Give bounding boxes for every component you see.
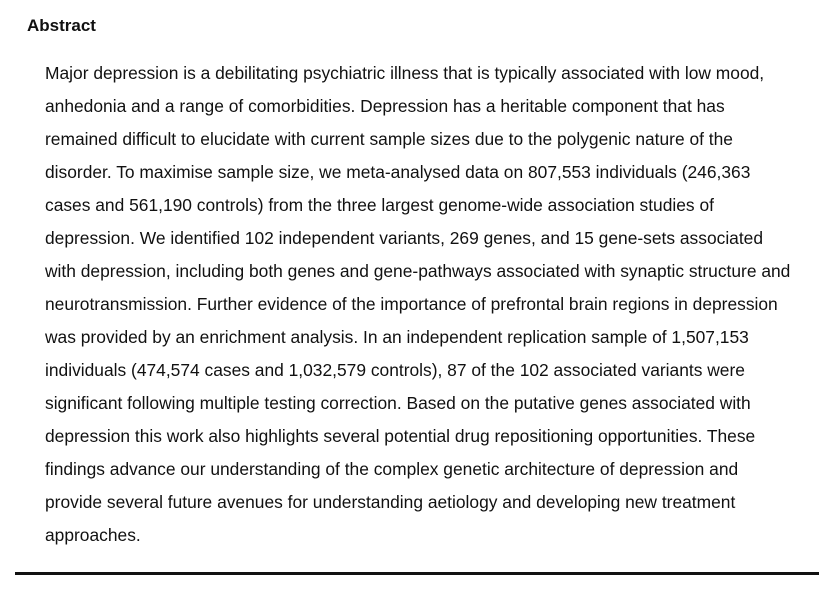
abstract-heading: Abstract (27, 16, 96, 35)
abstract-body: Major depression is a debilitating psychiatric illness that is typically associated with low mood, anhedonia and a range of comorbidities. Depression has a heritable component that has remained difficult to elucidate with current sample sizes due to the polygenic nature of the disorder. To maximise sample size, we meta-analysed data on 807,553 individuals (246,363 cases and 561,190 controls) from the three largest genome-wide association studies of depression. We identified 102 independent variants, 269 genes, and 15 gene-sets associated with depression, including both genes and gene-pathways associated with synaptic structure and neurotransmission. Further evidence of the importance of prefrontal brain regions in depression was provided by an enrichment analysis. In an independent replication sample of 1,507,153 individuals (474,574 cases and 1,032,579 controls), 87 of the 102 associated variants were significant following multiple testing correction. Based on the putative genes associated with depression this work also highlights several potential drug repositioning opportunities. These findings advance our understanding of the complex genetic architecture of depression and provide several future avenues for understanding aetiology and developing new treatment approaches. (45, 63, 791, 545)
horizontal-divider (15, 572, 819, 575)
